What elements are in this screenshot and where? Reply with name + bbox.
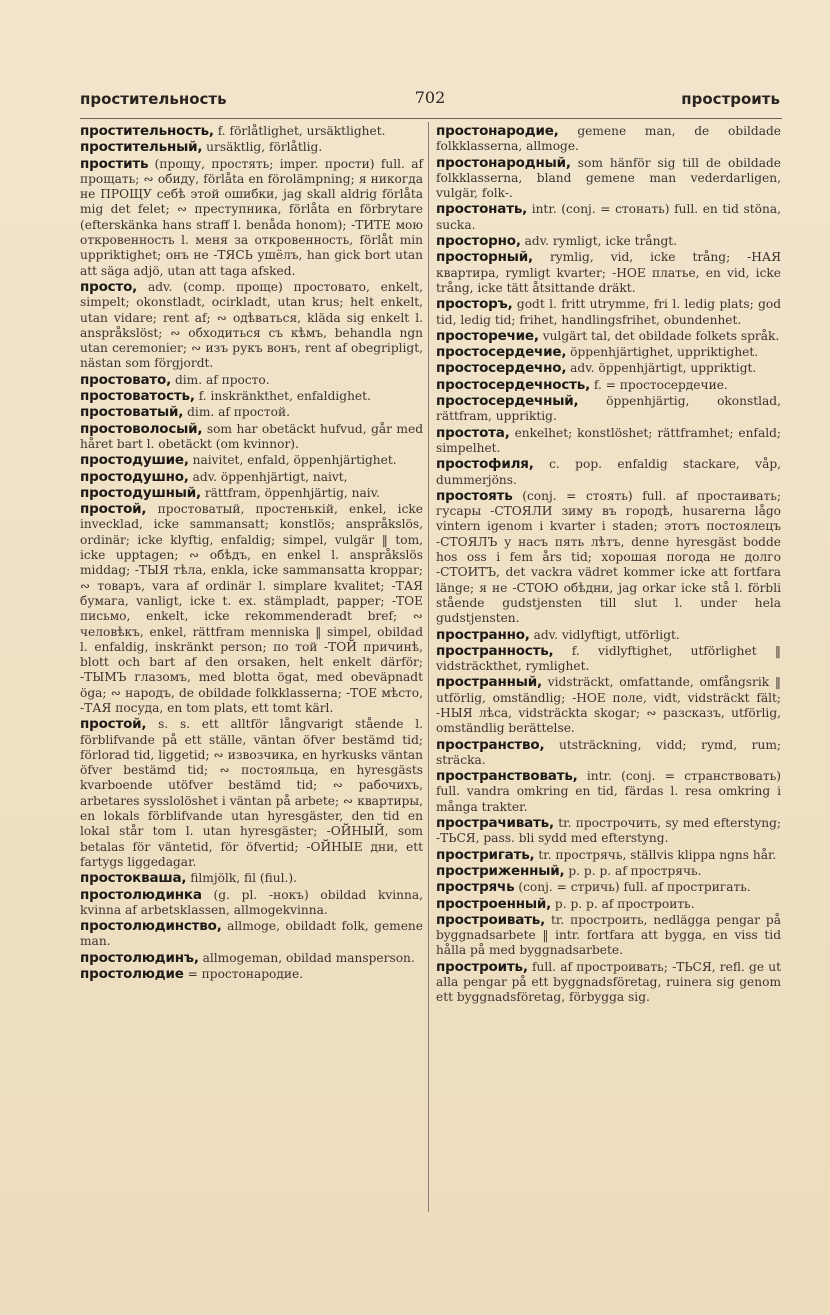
entry-definition: som hänför sig till de obildade folkklasserna, bland gemene man vederdarligen, vulgär, folk-. — [436, 155, 782, 201]
entry-headword: простолюдинка — [80, 886, 202, 903]
entry-definition: intr. (conj. = стонать) full. en tid stöna, sucka. — [436, 202, 782, 232]
entry-definition: dim. af простой. — [187, 405, 290, 420]
entry-headword: пространно, — [436, 626, 530, 643]
dictionary-entry — [80, 124, 423, 139]
dictionary-entry — [436, 345, 781, 360]
dictionary-entry — [436, 457, 781, 488]
entry-headword: простительность, — [80, 123, 214, 139]
dictionary-entry — [436, 361, 781, 376]
right-column — [436, 124, 781, 1007]
entry-definition: (conj. = стричь) full. af простригать. — [518, 880, 751, 895]
entry-definition: ursäktlig, förlåtlig. — [206, 140, 323, 155]
entry-headword: простоволосый, — [80, 420, 203, 437]
dictionary-entry — [80, 871, 423, 886]
entry-headword: простроивать, — [436, 911, 546, 928]
entry-headword: простительный, — [80, 139, 203, 156]
entry-headword: простонародие, — [436, 123, 559, 139]
entry-definition: f. förlåtlighet, ursäktlighet. — [217, 124, 386, 138]
entry-headword: прострячь — [436, 879, 515, 896]
dictionary-entry — [436, 156, 781, 202]
entry-headword: простой, — [80, 716, 147, 733]
entry-definition: full. af простроивать; -ТЬСЯ, refl. ge ut alla pengar på ett byggnadsföretag, ruinera sig genom ett byggnadsföretag, förbygga sig. — [436, 959, 781, 1005]
entry-definition: f. vidlyftighet, utförlighet ‖ vidsträckthet, rymlighet. — [436, 643, 782, 674]
dictionary-entry — [436, 644, 781, 675]
entry-headword: простосердечность, — [436, 376, 591, 393]
entry-headword: простовато, — [80, 371, 172, 388]
entry-definition: allmoge, obildadt folk, gemene man. — [80, 919, 423, 949]
dictionary-entry — [80, 919, 423, 950]
dictionary-entry — [80, 389, 423, 404]
entry-headword: простосердечно, — [436, 360, 567, 377]
entry-headword: простонародный, — [436, 154, 571, 171]
dictionary-entry — [436, 880, 781, 895]
entry-headword: простолюдие — [80, 966, 184, 983]
dictionary-entry — [436, 329, 781, 344]
entry-headword: простосердечие, — [436, 344, 567, 361]
entry-headword: пространный, — [436, 674, 542, 691]
entry-headword: простота, — [436, 424, 510, 441]
dictionary-entry — [436, 124, 781, 155]
entry-headword: простроить, — [436, 958, 528, 975]
entry-headword: простоватый, — [80, 404, 184, 421]
entry-definition: (g. pl. -нокъ) obildad kvinna, kvinna af arbetsklassen, allmogekvinna. — [80, 887, 423, 917]
entry-headword: простригать, — [436, 846, 535, 863]
entry-definition: vidsträckt, omfattande, omfångsrik ‖ utförlig, omständlig; -НОЕ поле, vidt, vidsträckt fält; -НЫЯ лѣса, vidsträckta skogar; ∾ разсказъ, utförlig, omständlig berättelse. — [436, 675, 782, 736]
entry-headword: просторный, — [436, 249, 533, 266]
dictionary-entry — [436, 816, 781, 847]
header-right-word: простроить — [681, 90, 780, 108]
entry-headword: простофиля, — [436, 456, 534, 473]
entry-definition: öppenhjärtighet, uppriktighet. — [570, 345, 759, 360]
dictionary-entry — [436, 297, 781, 328]
entry-definition: = простонародие. — [187, 967, 304, 982]
entry-definition: adv. öppenhjärtigt, uppriktigt. — [570, 361, 757, 376]
entry-headword: простоватость, — [80, 388, 195, 405]
entry-headword: просторечие, — [436, 327, 539, 344]
entry-headword: простосердечный, — [436, 393, 579, 410]
entry-headword: простодушный, — [80, 484, 201, 501]
entry-headword: пространство, — [436, 736, 545, 753]
entry-definition: enkelhet; konstlöshet; rättframhet; enfald; simpelhet. — [436, 425, 782, 455]
entry-definition: utsträckning, vidd; rymd, rum; sträcka. — [436, 737, 781, 767]
header-rule — [80, 118, 782, 119]
dictionary-entry — [436, 864, 781, 879]
entry-headword: простолюдинство, — [80, 918, 222, 935]
dictionary-entry — [80, 453, 423, 468]
dictionary-entry — [80, 373, 423, 388]
entry-definition: intr. (conj. = странствовать) full. vandra omkring en tid, färdas l. resa omkring i många trakter. — [436, 769, 782, 814]
entry-headword: просто, — [80, 278, 138, 295]
entry-definition: som har obetäckt hufvud, går med håret bart l. obetäckt (om kvinnor). — [80, 421, 424, 451]
entry-definition: godt l. fritt utrymme, fri l. ledig plats; god tid, ledig tid; frihet, handlingsfrihet, obundenhet. — [436, 297, 782, 327]
dictionary-entry — [436, 202, 781, 233]
entry-definition: rymlig, vid, icke trång; -НАЯ квартира, rymligt kvarter; -НОЕ платье, en vid, icke trång, icke tätt åtsittande dräkt. — [436, 250, 782, 295]
entry-headword: простодушие, — [80, 452, 189, 469]
entry-definition: (прощу, простять; imper. прости) full. af прощать; ∾ обиду, förlåta en förolämpning; я никогда не ПРОЩУ себѣ этой ошибки, jag skall aldrig förlåta mig det felet; ∾ преступника, förlåta en förbrytare (efterskänka hans straff l. benåda honom); -ТИТЕ мою откровенность l. меня за откровенность, förlåt min uppriktighet; онъ не -ТЯСЬ ушёлъ, han gick bort utan att säga adjö, utan att taga afsked. — [80, 156, 424, 278]
entry-definition: vulgärt tal, det obildade folkets språk. — [542, 328, 780, 343]
entry-headword: простолюдинъ, — [80, 949, 199, 966]
dictionary-entry — [80, 280, 423, 372]
dictionary-entry — [436, 738, 781, 769]
entry-definition: (conj. = стоять) full. af простаивать; гусары -СТОЯЛИ зиму въ городѣ, husarerna lågo vintern igenom i kvarter i staden; этотъ постоялецъ -СТОЯЛЪ у насъ пять лѣтъ, denne hyresgäst bodde hos oss i fem års tid; хорошая погода не долго -СТОИТЪ, det vackra vädret kommer icke att fortfara länge; я не -СТОЮ обѣдни, jag orkar icke stå l. förbli stående gudstjensten till slut l. under hela gudstjensten. — [436, 488, 782, 626]
dictionary-entry — [436, 769, 781, 815]
entry-headword: простодушно, — [80, 468, 189, 485]
entry-headword: простой, — [80, 501, 147, 518]
header-left-word: простительность — [80, 90, 227, 108]
entry-definition: dim. af просто. — [174, 372, 270, 387]
dictionary-entry — [80, 405, 423, 420]
entry-definition: allmogeman, obildad mansperson. — [202, 950, 415, 965]
dictionary-entry — [436, 489, 781, 627]
entry-definition: c. pop. enfaldig stackare, våp, dummerjöns. — [436, 457, 782, 487]
dictionary-entry — [80, 967, 423, 982]
dictionary-entry — [80, 502, 423, 716]
entry-headword: простриженный, — [436, 862, 565, 879]
entry-definition: öppenhjärtig, okonstlad, rättfram, uppriktig. — [436, 394, 781, 424]
entry-definition: gemene man, de obildade folkklasserna, allmoge. — [436, 124, 782, 154]
entry-headword: пространствовать, — [436, 768, 578, 785]
dictionary-entry — [80, 951, 423, 966]
entry-definition: adv. rymligt, icke trångt. — [524, 234, 678, 249]
entry-headword: простроенный, — [436, 895, 552, 912]
dictionary-entry — [436, 426, 781, 457]
dictionary-entry — [436, 897, 781, 912]
dictionary-entry — [80, 470, 423, 485]
entry-headword: простоять — [436, 487, 513, 504]
entry-definition: filmjölk, fil (fiul.). — [190, 871, 297, 886]
entry-definition: p. p. p. af простроить. — [554, 896, 695, 911]
entry-definition: p. p. p. af прострячь. — [568, 863, 702, 878]
entry-definition: f. = простосердечие. — [593, 377, 728, 392]
dictionary-entry — [436, 378, 781, 393]
dictionary-entry — [436, 250, 781, 296]
entry-definition: adv. (comp. проще) простовато, enkelt, simpelt; okonstladt, ocirkladt, utan krus; helt enkelt, utan vidare; rent af; ∾ одѣваться, kläda sig enkelt l. anspråkslöst; ∾ обходиться съ кѣмъ, behandla ngn utan ceremonier; ∾ изъ рукъ вонъ, rent af obegripligt, nästan som förgjordt. — [80, 279, 423, 371]
entry-definition: простоватый, простенькій, enkel, icke invecklad, icke sammansatt; konstlös; anspråkslös, ordinär; icke klyftig, enfaldig; simpel, vulgär ‖ tom, icke upptagen; ∾ обѣдъ, en enkel l. anspråkslös middag; -ТЫЯ тѣла, enkla, icke sammansatta kroppar; ∾ товаръ, vara af ordinär l. simplare kvalitet; -ТАЯ бумага, vanligt, icke t. ex. stämpladt, papper; -ТОЕ письмо, enkelt, icke rekommenderadt bref; ∾ человѣкъ, enkel, rättfram menniska ‖ simpel, obildad l. enfaldig, inskränkt person; по той -ТОЙ причинѣ, blott och bart af den orsaken, helt enkelt därför; -ТЫМЪ глазомъ, med blotta ögat, med obeväpnadt öga; ∾ народъ, de obildade folkklasserna; -ТОЕ мѣсто, -ТАЯ посуда, en tom plats, ett tomt kärl. — [80, 502, 423, 715]
entry-definition: rättfram, öppenhjärtig, naiv. — [204, 485, 381, 500]
entry-definition: naivitet, enfald, öppenhjärtighet. — [192, 453, 397, 468]
entry-definition: f. inskränkthet, enfaldighet. — [198, 389, 371, 404]
entry-headword: простокваша, — [80, 870, 187, 887]
dictionary-entry — [436, 675, 781, 736]
dictionary-entry — [436, 848, 781, 863]
entry-headword: прострачивать, — [436, 815, 554, 832]
entry-headword: просторъ, — [436, 296, 513, 313]
entry-definition: s. s. ett alltför långvarigt stående l. förblifvande på ett ställe, väntan öfver bestämd tid; förlorad tid, liggetid; ∾ извозчика, en hyrkusks väntan öfver bestämd tid; ∾ постояльца, en hyresgästs kvarboende utöfver bestämd tid; ∾ рабочихъ, arbetares sysslolöshet i väntan på arbete; ∾ квартиры, en lokals förblifvande utan hyresgäster, den tid en lokal står tom l. utan hyresgäster; -ОЙНЫЙ, som betalas för väntetid, för öfvertid; -ОЙНЫЕ дни, ett fartygs liggedagar. — [80, 717, 423, 869]
dictionary-entry — [436, 628, 781, 643]
running-header — [80, 88, 780, 110]
entry-definition: tr. прострочить, sy med efterstyng; -ТЬСЯ, pass. bli sydd med efterstyng. — [436, 816, 781, 846]
dictionary-entry — [436, 234, 781, 249]
entry-definition: adv. vidlyftigt, utförligt. — [533, 627, 680, 642]
dictionary-entry — [80, 888, 423, 919]
entry-headword: просторно, — [436, 233, 521, 250]
entry-definition: adv. öppenhjärtigt, naivt, — [192, 469, 348, 484]
dictionary-entry — [80, 157, 423, 279]
dictionary-entry — [80, 717, 423, 870]
page-number: 702 — [414, 88, 446, 107]
entry-headword: пространность, — [436, 642, 554, 659]
entry-definition: tr. прострячь, ställvis klippa ngns hår. — [538, 847, 777, 862]
dictionary-entry — [80, 422, 423, 453]
entry-headword: простить — [80, 155, 149, 172]
entry-definition: tr. простроить, nedlägga pengar på byggnadsarbete ‖ intr. fortfara att bygga, en viss tid hålla på med byggnadsarbete. — [436, 912, 782, 958]
dictionary-entry — [436, 960, 781, 1006]
dictionary-entry — [80, 486, 423, 501]
dictionary-entry — [80, 140, 423, 155]
dictionary-entry — [436, 913, 781, 959]
column-divider — [428, 122, 429, 1212]
entry-headword: простонать, — [436, 201, 528, 218]
dictionary-entry — [436, 394, 781, 425]
left-column — [80, 124, 423, 983]
